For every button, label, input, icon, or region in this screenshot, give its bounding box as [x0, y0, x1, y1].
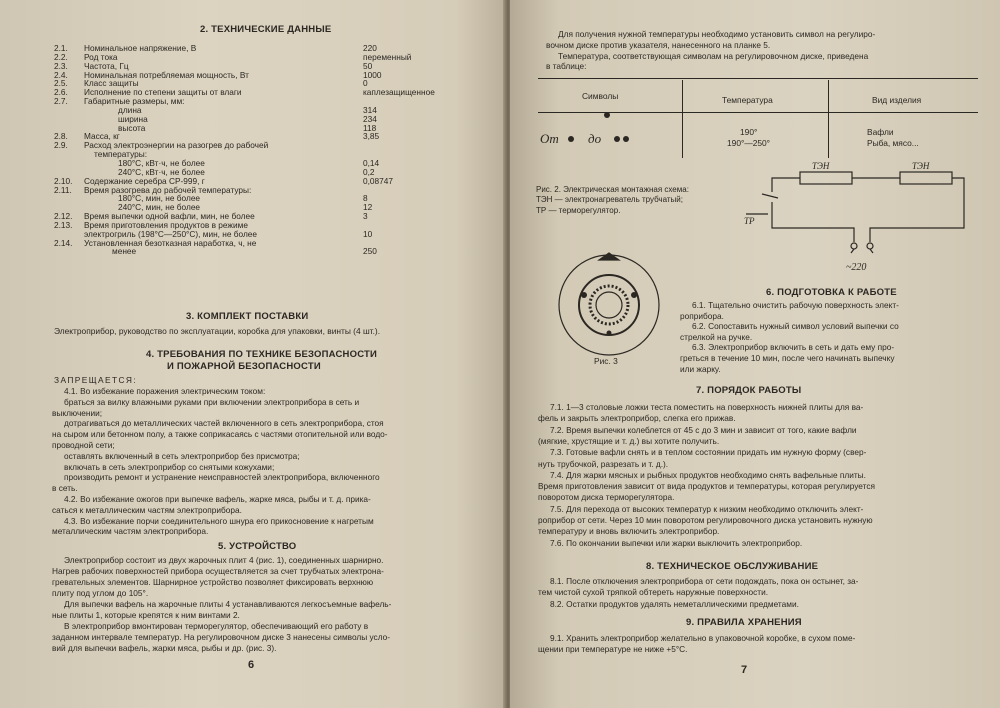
wire-right [870, 178, 964, 242]
spec-value [363, 221, 435, 230]
spec-label: Содержание серебра СР-999, г [84, 175, 205, 186]
spec-number: 2.8. [54, 131, 68, 142]
text-line: вочном диске против указателя, нанесенного на планке 5. [546, 39, 771, 50]
section-6-title: 6. ПОДГОТОВКА К РАБОТЕ [766, 287, 897, 298]
symbol-to: до [588, 131, 602, 146]
page-number-right: 7 [741, 664, 748, 676]
spec-label: Габаритные размеры, мм: [84, 96, 185, 107]
dial-rim [579, 275, 639, 335]
text-line: заданном интервале температур. На регулировочном диске 3 нанесены символы усло- [52, 632, 391, 642]
text-line: поворотом диска терморегулятора. [538, 492, 675, 503]
spec-label: ширина [118, 113, 148, 124]
text-line: Нагрев рабочих поверхностей прибора осуществляется за счет трубчатых электрона- [52, 566, 384, 576]
spec-label: Расход электроэнергии на разогрев до рабочей [84, 140, 269, 151]
page-number-left: 6 [248, 659, 255, 671]
spec-label: Номинальная потребляемая мощность, Вт [84, 69, 249, 80]
spec-table [54, 44, 435, 256]
text-line: Температура, соответствующая символам на регулировочном диске, приведена [558, 50, 869, 61]
symbol-from: От [540, 131, 559, 146]
spec-label: длина [118, 104, 142, 115]
text-line: В электроприбор вмонтирован терморегулятор, обеспечивающий его работу в [64, 621, 369, 631]
text-line: ные плиты 1, которые крепятся к ним винтами 2. [52, 610, 240, 620]
spec-value: 0,2 [363, 166, 375, 177]
symbol-to-dot-2-icon [623, 136, 629, 142]
ten-1-label: ТЭН [812, 161, 830, 171]
text-line: в сеть. [52, 483, 78, 494]
section-2-title: 2. ТЕХНИЧЕСКИЕ ДАННЫЕ [200, 24, 332, 35]
text-line: оставлять включенный в сеть электроприбор без присмотра; [64, 450, 300, 461]
text-line: тем чистой сухой тряпкой обтереть наружные поверхности. [538, 587, 769, 598]
spec-label: Время выпечки одной вафли, мин, не более [84, 211, 255, 222]
text-line: 6.1. Тщательно очистить рабочую поверхность элект- [692, 300, 899, 310]
dial-outer-ring [559, 255, 659, 355]
section-8-title: 8. ТЕХНИЧЕСКОЕ ОБСЛУЖИВАНИЕ [646, 561, 819, 572]
spec-row [54, 247, 435, 256]
spec-row [54, 97, 435, 106]
terminal-1-icon [851, 243, 857, 249]
text-line: браться за вилку влажными руками при включении электроприбора в сеть и [64, 396, 360, 407]
spec-label: менее [112, 246, 137, 257]
text-line: роприбора. [680, 310, 724, 321]
spec-value: 3 [363, 211, 368, 222]
spec-label: Время приготовления продуктов в режиме [84, 219, 248, 230]
spec-label: Род тока [84, 51, 118, 62]
text-line: 7.5. Для перехода от высоких температур к низким необходимо отключить элект- [550, 503, 864, 514]
spec-value: каплезащищенное [363, 87, 435, 98]
text-line: ТР — терморегулятор. [536, 205, 621, 215]
symbol-dot-icon [604, 112, 610, 118]
spec-label: температуры: [94, 149, 148, 160]
section-4-title-line2: И ПОЖАРНОЙ БЕЗОПАСНОСТИ [167, 361, 321, 372]
spec-value: 10 [363, 228, 373, 239]
spec-row [54, 106, 435, 115]
wire-thermostat [762, 186, 854, 242]
ten-1-heater-icon [800, 172, 852, 184]
text-line: 4.2. Во избежание ожогов при выпечке вафель, жарке мяса, рыбы и т. д. прика- [64, 494, 371, 504]
spec-label: 180°С, кВт·ч, не более [118, 157, 205, 168]
text-line: 6.3. Электроприбор включить в сеть и дать ему про- [692, 342, 895, 353]
spec-row [54, 115, 435, 124]
forbidden-label: ЗАПРЕЩАЕТСЯ: [54, 375, 138, 385]
text-line: щении при температуре не ниже +5°С. [538, 644, 688, 655]
spec-number: 2.13. [54, 219, 73, 230]
section-3-title: 3. КОМПЛЕКТ ПОСТАВКИ [186, 311, 309, 322]
text-line: ТЭН — электронагреватель трубчатый; [536, 195, 683, 205]
spec-table-body [54, 44, 435, 256]
ten-2-label: ТЭН [912, 161, 930, 171]
plug-leads [851, 249, 873, 253]
section-9-title: 9. ПРАВИЛА ХРАНЕНИЯ [686, 617, 802, 628]
spec-number: 2.9. [54, 140, 68, 151]
text-line: 7.4. Для жарки мясных и рыбных продуктов необходимо снять вафельные плиты. [550, 469, 866, 480]
spec-row [54, 159, 435, 168]
dial-pointer-icon [599, 253, 619, 260]
spec-value: 220 [363, 43, 377, 53]
text-line: роприбор от сети. Через 10 мин поворотом регулировочного диска установить нужную [538, 515, 873, 525]
text-line: гревательных элементов. Шарнирное устройство позволяет фиксировать верхнюю [52, 577, 374, 587]
spec-value: 1000 [363, 69, 382, 80]
product-row-1: Вафли [867, 127, 894, 137]
text-line: 6.2. Сопоставить нужный символ условий выпечки со [692, 321, 899, 332]
spec-value [363, 186, 435, 195]
text-line: 9.1. Хранить электроприбор желательно в упаковочной коробке, в сухом поме- [550, 633, 856, 643]
wire-left-top [772, 178, 800, 186]
text-line: Для выпечки вафель на жарочные плиты 4 устанавливаются легкосъемные вафель- [64, 599, 392, 609]
product-row-2: Рыба, мясо... [867, 138, 919, 148]
section-5-title: 5. УСТРОЙСТВО [218, 541, 297, 552]
text-line: в таблице: [546, 61, 587, 72]
spec-label: 240°С, мин, не более [118, 202, 201, 213]
text-line: 7.1. 1—3 столовые ложки теста поместить на поверхность нижней плиты для ва- [550, 402, 864, 412]
text-line: (мягкие, хрустящие и т. д.) вы хотите получить. [538, 435, 720, 446]
text-line: 7.6. По окончании выпечки или жарки выключить электроприбор. [550, 537, 803, 548]
text-line: плиту под углом до 105°. [52, 588, 149, 598]
text-line: саться к металлическим частям электроприбора. [52, 504, 242, 515]
spec-number: 2.11. [54, 184, 72, 195]
text-line: Для получения нужной температуры необходимо установить символ на регулиро- [558, 29, 876, 39]
text-line: 7.3. Готовые вафли снять и в теплом состоянии придать им нужную форму (свер- [550, 447, 867, 458]
table-header-product: Вид изделия [872, 95, 922, 105]
spec-number [54, 106, 84, 115]
spec-label: электрогриль (198°С—250°С), мин, не более [84, 228, 258, 239]
symbol-from-dot-icon [568, 136, 574, 142]
right-page [510, 0, 1000, 708]
spec-label: Масса, кг [84, 131, 120, 142]
spec-label: Время разогрева до рабочей температуры: [84, 184, 252, 195]
spec-number: 2.14. [54, 237, 73, 248]
spec-row [54, 194, 435, 203]
text-line: производить ремонт и устранение неисправностей электроприбора, включенного [64, 472, 380, 483]
spec-value: переменный [363, 51, 412, 62]
terminal-2-icon [867, 243, 873, 249]
spec-label: высота [118, 122, 146, 133]
spec-value: 0,08747 [363, 175, 393, 186]
spec-label: Исполнение по степени защиты от влаги [84, 87, 242, 98]
text-line: 8.2. Остатки продуктов удалять неметаллическими предметами. [550, 598, 799, 609]
text-line: фель и закрыть электроприбор, слегка его прижав. [538, 413, 736, 424]
spec-label: Установленная безотказная наработка, ч, не [84, 237, 257, 248]
text-line: на сыром или бетонном полу, а также соприкасаясь с частями отопительной или водо- [52, 429, 388, 440]
spec-value: 3,85 [363, 131, 380, 142]
text-line: проводной сети; [52, 440, 115, 450]
table-header-symbols: Символы [582, 91, 619, 101]
spec-number: 2.1. [54, 43, 68, 53]
text-line: стрелкой на ручке. [680, 331, 753, 342]
section-3-text: Электроприбор, руководство по эксплуатации, коробка для упаковки, винты (4 шт.). [54, 326, 381, 336]
dial-dot-3-icon [607, 331, 612, 336]
text-line: 4.3. Во избежание порчи соединительного шнура его прикосновение к нагретым [64, 515, 374, 526]
spec-number [54, 150, 84, 159]
text-line: Рис. 2. Электрическая монтажная схема: [536, 185, 689, 194]
ten-2-heater-icon [900, 172, 952, 184]
symbol-to-dot-1-icon [614, 136, 620, 142]
dial-dot-1-icon [581, 292, 587, 298]
spec-number [54, 159, 84, 168]
spec-value: 314 [363, 104, 377, 115]
tr-label: ТР [744, 216, 755, 226]
spec-value: 234 [363, 113, 377, 124]
section-7-title: 7. ПОРЯДОК РАБОТЫ [696, 385, 802, 396]
text-line: 8.1. После отключения электроприбора от сети подождать, пока он остынет, за- [550, 576, 859, 586]
spec-number [54, 247, 84, 256]
text-line: дотрагиваться до металлических частей включенного в сеть электроприбора, стоя [64, 418, 384, 429]
spec-value: 12 [363, 202, 373, 213]
spec-number: 2.3. [54, 60, 68, 71]
text-line: Время приготовления зависит от вида продуктов и температуры, которая регулируется [538, 481, 875, 492]
text-line: нуть трубочкой, разрезать и т. д.). [538, 458, 669, 469]
temp-row-1: 190° [740, 127, 758, 137]
spec-label: 240°С, кВт·ч, не более [118, 166, 205, 177]
spec-value: 50 [363, 60, 373, 71]
text-line: включать в сеть электроприбор со снятыми кожухами; [64, 461, 275, 472]
spec-number: 2.10. [54, 175, 73, 186]
mains-label: ~220 [846, 262, 867, 273]
text-line: греться в течение 10 мин, после чего начинать выпечку [680, 353, 895, 363]
text-line: вий для выпечки вафель, жарки мяса, рыбы и др. (рис. 3). [52, 643, 277, 653]
text-line: или жарку. [680, 363, 721, 374]
dial-center [596, 292, 622, 318]
text-line: температуру и вновь включить электроприбор. [538, 526, 720, 537]
table-header-temperature: Температура [722, 95, 773, 105]
spec-number: 2.7. [54, 96, 68, 107]
spec-number: 2.5. [54, 78, 68, 89]
section-4-title-line1: 4. ТРЕБОВАНИЯ ПО ТЕХНИКЕ БЕЗОПАСНОСТИ [146, 349, 378, 360]
spec-value: 0,14 [363, 157, 380, 168]
spec-label: 180°С, мин, не более [118, 193, 201, 204]
text-line: 4.1. Во избежание поражения электрическим током: [64, 386, 266, 396]
spec-value: 8 [363, 193, 368, 204]
spec-number: 2.4. [54, 69, 68, 80]
spec-value: 250 [363, 246, 377, 257]
spec-number [54, 115, 84, 124]
spec-value: 0 [363, 78, 368, 89]
wiring-diagram [722, 158, 982, 282]
spec-value: 118 [363, 122, 377, 133]
spec-label: Частота, Гц [84, 60, 129, 71]
spec-label: Номинальное напряжение, В [84, 43, 197, 53]
spec-row [54, 186, 435, 195]
spec-number: 2.6. [54, 87, 68, 98]
table-col-divider-1 [682, 80, 683, 158]
figure-3-caption: Рис. 3 [594, 356, 618, 366]
text-line: 7.2. Время выпечки колеблется от 45 с до 3 мин и зависит от того, какие вафли [550, 424, 857, 435]
table-top-rule [538, 78, 978, 79]
temp-row-2: 190°—250° [727, 138, 771, 148]
spec-number: 2.12. [54, 211, 73, 222]
text-line: выключении; [52, 407, 103, 418]
table-col-divider-2 [828, 80, 829, 158]
spec-number [54, 194, 84, 203]
spec-label: Класс защиты [84, 78, 139, 89]
text-line: Электроприбор состоит из двух жарочных плит 4 (рис. 1), соединенных шарнирно. [64, 555, 384, 565]
regulator-dial-figure [554, 250, 664, 360]
spec-value [363, 141, 435, 150]
dial-dot-2-icon [631, 292, 637, 298]
text-line: металлическим частям электроприбора. [52, 526, 209, 537]
spec-number: 2.2. [54, 51, 68, 62]
